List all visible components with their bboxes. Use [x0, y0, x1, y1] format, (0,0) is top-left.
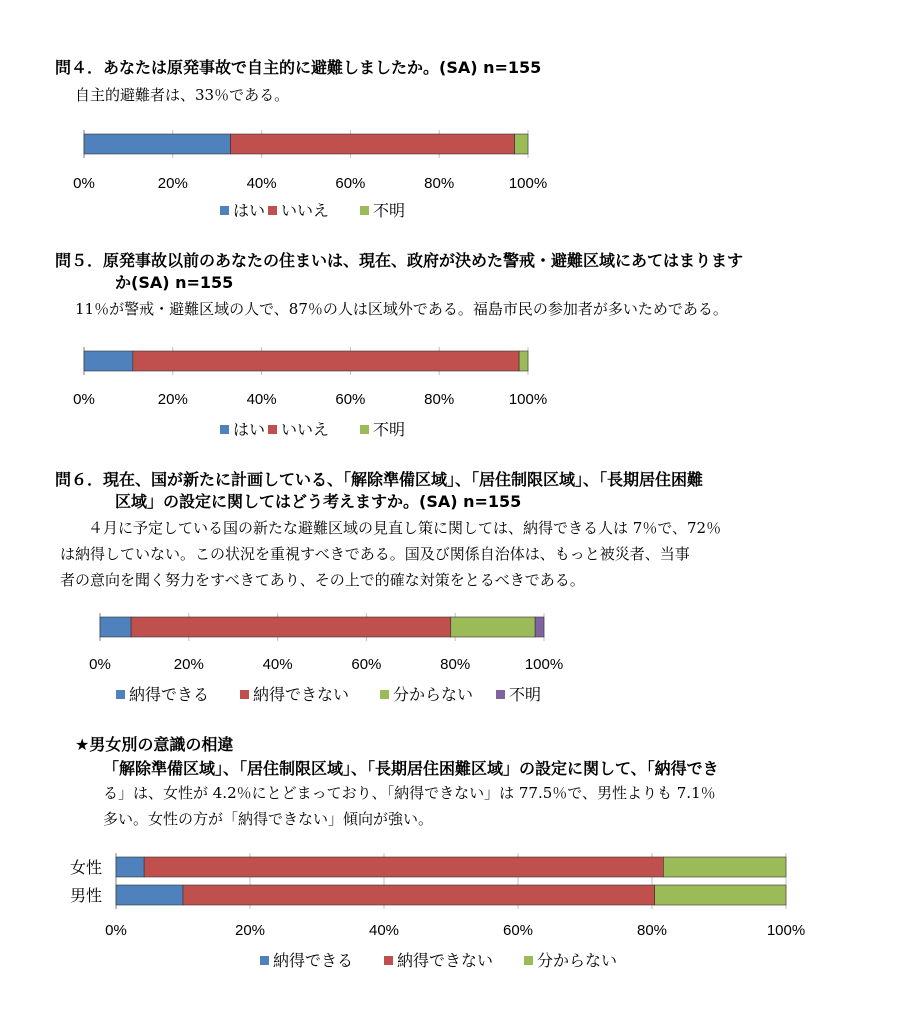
body-line: る」は、女性が 4.2％にとどまっており、「納得できない」は 77.5％で、男性よりも 7.1％	[103, 784, 716, 802]
x-tick-label: 20%	[234, 922, 266, 939]
category-label: 男性	[69, 888, 102, 905]
legend-swatch	[268, 425, 277, 434]
x-tick-label: 80%	[440, 656, 471, 673]
x-tick-label: 60%	[335, 391, 366, 408]
x-tick-label: 60%	[351, 656, 382, 673]
x-tick-label: 80%	[424, 175, 455, 192]
chart-4	[70, 853, 805, 970]
title-line: 「解除準備区域」、「居住制限区域」、「長期居住困難区域」の設定に関して、「納得でき	[103, 759, 719, 778]
question-6-body	[60, 515, 721, 593]
x-tick-label: 0%	[105, 922, 127, 939]
x-tick-label: 100%	[508, 391, 548, 408]
bar-segment	[515, 134, 528, 154]
legend-swatch	[524, 956, 533, 965]
x-tick-label: 40%	[368, 922, 400, 939]
x-tick-label: 0%	[89, 656, 111, 673]
legend-swatch	[384, 956, 393, 965]
bar-segment	[100, 617, 131, 637]
x-tick-label: 20%	[173, 656, 204, 673]
x-tick-label: 100%	[508, 175, 548, 192]
legend-swatch	[268, 206, 277, 215]
x-tick-label: 60%	[335, 175, 366, 192]
title-line: ★男女別の意識の相違	[75, 735, 234, 754]
bar-segment	[144, 857, 663, 877]
legend-swatch	[220, 425, 229, 434]
bar-segment	[519, 351, 528, 371]
bar-segment	[663, 857, 786, 877]
legend-swatch	[380, 690, 389, 699]
body-line: 11％が警戒・避難区域の人で、87％の人は区域外である。福島市民の参加者が多いためである。	[75, 300, 728, 318]
legend-swatch	[260, 956, 269, 965]
x-tick-label: 100%	[524, 656, 564, 673]
gender-section-title	[75, 734, 719, 780]
bar-segment	[133, 351, 519, 371]
body-line: は納得していない。この状況を重視すべきである。国及び関係自治体は、もっと被災者、当事	[60, 545, 690, 563]
bar-segment	[655, 885, 786, 905]
legend-label: 分からない	[393, 687, 474, 704]
bar-segment	[84, 134, 231, 154]
legend-swatch	[360, 425, 369, 434]
question-5-title	[55, 250, 743, 294]
x-tick-label: 100%	[766, 922, 806, 939]
title-line: か(SA) n=155	[115, 273, 234, 292]
bar-segment	[183, 885, 655, 905]
bar-segment	[116, 885, 183, 905]
legend-swatch	[360, 206, 369, 215]
x-tick-label: 20%	[157, 391, 188, 408]
legend-swatch	[496, 690, 505, 699]
legend-label: いいえ	[281, 422, 330, 439]
question-5-body	[75, 296, 728, 322]
legend-label: 納得できる	[273, 953, 354, 970]
legend-label: 納得できない	[397, 953, 494, 970]
legend-label: 納得できる	[129, 687, 210, 704]
title-line: 問５．原発事故以前のあなたの住まいは、現在、政府が決めた警戒・避難区域にあてはまります	[55, 251, 744, 270]
chart-2	[73, 347, 547, 439]
x-tick-label: 20%	[157, 175, 188, 192]
body-line: 多い。女性の方が「納得できない」傾向が強い。	[103, 810, 434, 828]
legend-swatch	[220, 206, 229, 215]
chart-1	[73, 130, 547, 220]
x-tick-label: 0%	[73, 175, 95, 192]
x-tick-label: 0%	[73, 391, 95, 408]
x-tick-label: 60%	[502, 922, 534, 939]
x-tick-label: 80%	[636, 922, 668, 939]
question-6-title	[55, 469, 703, 513]
chart-3	[89, 613, 563, 704]
legend-label: はい	[233, 422, 266, 439]
bar-segment	[451, 617, 535, 637]
category-label: 女性	[69, 860, 102, 877]
bar-segment	[535, 617, 544, 637]
legend-label: いいえ	[281, 203, 330, 220]
legend-label: 不明	[373, 422, 406, 439]
legend-label: 納得できない	[253, 687, 350, 704]
legend-swatch	[116, 690, 125, 699]
bar-segment	[84, 351, 133, 371]
gender-section-body	[103, 780, 716, 832]
body-line: 者の意向を聞く努力をすべきてあり、その上で的確な対策をとるべきである。	[60, 571, 585, 589]
bar-segment	[231, 134, 515, 154]
legend-swatch	[240, 690, 249, 699]
x-tick-label: 80%	[424, 391, 455, 408]
legend-label: 不明	[373, 203, 406, 220]
x-tick-label: 40%	[262, 656, 293, 673]
x-tick-label: 40%	[246, 391, 277, 408]
legend-label: 分からない	[537, 953, 618, 970]
title-line: 問６．現在、国が新たに計画している、「解除準備区域」、「居住制限区域」、「長期居住困難	[55, 470, 704, 489]
title-line: 区域」の設定に関してはどう考えますか。(SA) n=155	[115, 492, 522, 511]
bar-segment	[116, 857, 144, 877]
body-line: ４月に予定している国の新たな避難区域の見直し策に関しては、納得できる人は 7％で、72％	[88, 519, 722, 537]
title-line: 問４．あなたは原発事故で自主的に避難しましたか。(SA) n=155	[55, 58, 542, 77]
legend-label: 不明	[509, 687, 542, 704]
body-line: 自主的避難者は、33％である。	[75, 86, 290, 104]
x-tick-label: 40%	[246, 175, 277, 192]
legend-label: はい	[233, 203, 266, 220]
bar-segment	[131, 617, 451, 637]
